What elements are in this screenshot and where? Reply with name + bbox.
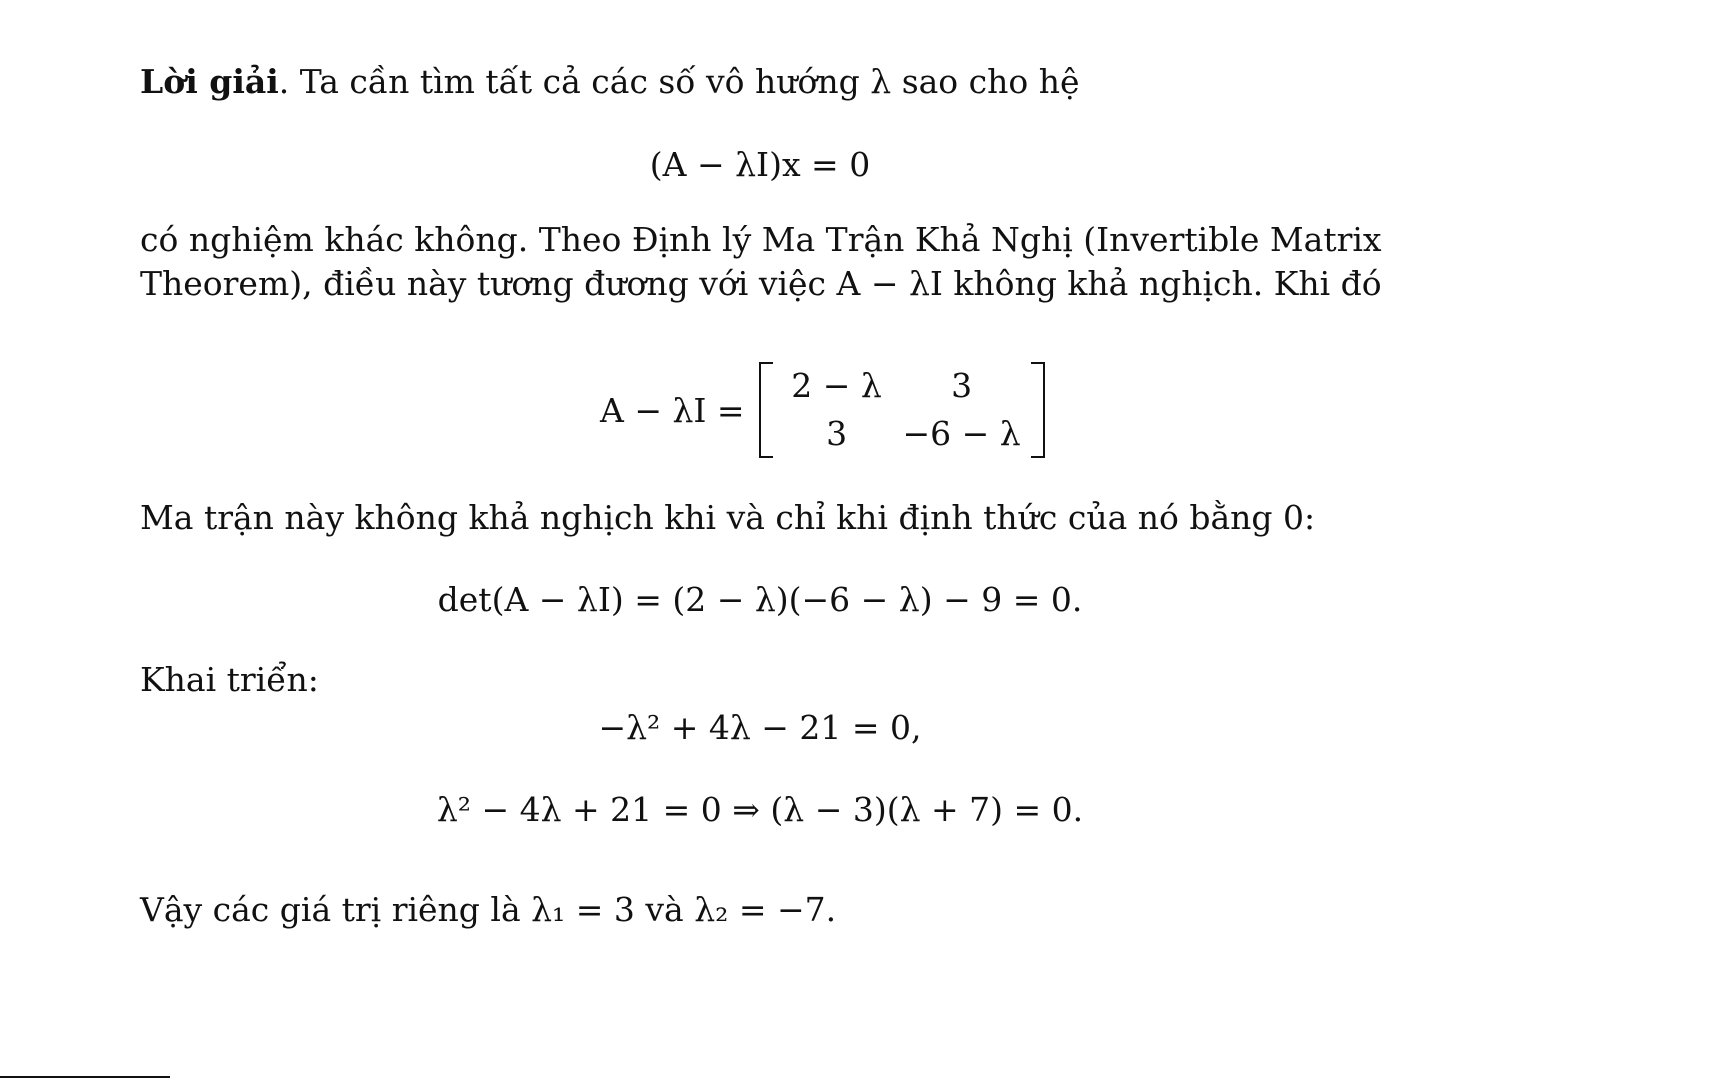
conclusion: Vậy các giá trị riêng là λ₁ = 3 và λ₂ = −7. bbox=[140, 890, 837, 929]
footnote-rule bbox=[0, 1076, 170, 1078]
matrix-entries bbox=[777, 366, 1027, 454]
equation-homogeneous: (A − λI)x = 0 bbox=[649, 145, 871, 184]
expand-label: Khai triển: bbox=[140, 660, 319, 699]
matrix-right-bracket bbox=[1031, 362, 1045, 458]
intro-line bbox=[140, 62, 1080, 102]
equation-expanded: −λ² + 4λ − 21 = 0, bbox=[598, 708, 922, 747]
matrix-left-bracket bbox=[759, 362, 773, 458]
matrix-equation bbox=[600, 360, 1045, 460]
paragraph-1-line-2: Theorem), điều này tương đương với việc A − λI không khả nghịch. Khi đó bbox=[140, 264, 1382, 303]
matrix-entry-12: 3 bbox=[951, 366, 973, 405]
intro-text: . Ta cần tìm tất cả các số vô hướng λ sao cho hệ bbox=[278, 62, 1080, 101]
matrix-lhs: A − λI = bbox=[600, 390, 745, 430]
matrix-entry-22: −6 − λ bbox=[902, 414, 1021, 453]
matrix-entry-21: 3 bbox=[826, 414, 848, 453]
solution-label: Lời giải bbox=[140, 62, 279, 101]
paragraph-1-line-1: có nghiệm khác không. Theo Định lý Ma Trận Khả Nghị (Invertible Matrix bbox=[140, 220, 1382, 259]
paragraph-2: Ma trận này không khả nghịch khi và chỉ khi định thức của nó bằng 0: bbox=[140, 498, 1316, 537]
equation-determinant: det(A − λI) = (2 − λ)(−6 − λ) − 9 = 0. bbox=[437, 580, 1083, 619]
matrix-entry-11: 2 − λ bbox=[791, 366, 882, 405]
equation-factored: λ² − 4λ + 21 = 0 ⇒ (λ − 3)(λ + 7) = 0. bbox=[436, 790, 1084, 829]
